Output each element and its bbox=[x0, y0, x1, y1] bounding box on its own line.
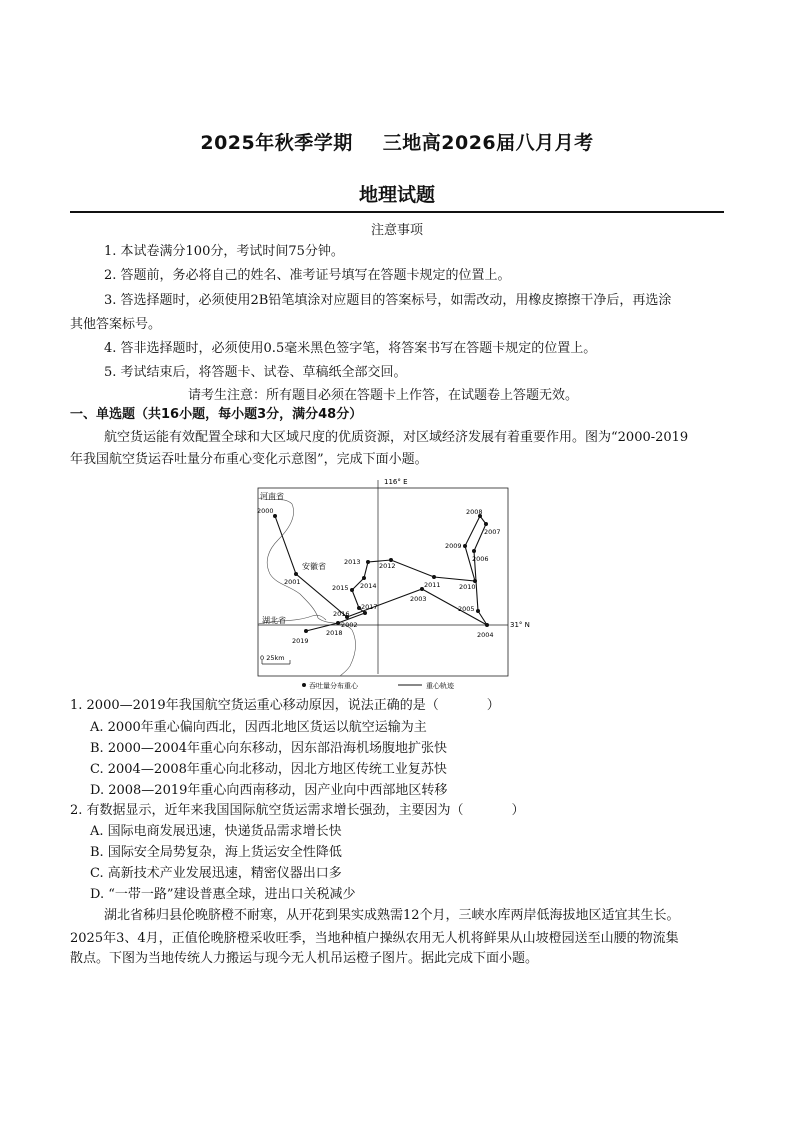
center-point-2004 bbox=[485, 623, 489, 627]
notice-item: 3. 答选择题时，必须使用2B铅笔填涂对应题目的答案标号，如需改动，用橡皮擦擦干净后，再选涂 bbox=[104, 293, 672, 308]
center-point-2011 bbox=[432, 575, 436, 579]
year-label-2004: 2004 bbox=[477, 631, 494, 639]
year-label-2006: 2006 bbox=[472, 555, 489, 563]
answer-option: C. 高新技术产业发展迅速，精密仪器出口多 bbox=[90, 866, 342, 881]
notice-item: 1. 本试卷满分100分，考试时间75分钟。 bbox=[104, 244, 344, 259]
legend-point-label: 吞吐量分布重心 bbox=[309, 682, 358, 690]
year-label-2011: 2011 bbox=[424, 581, 441, 589]
province-label: 河南省 bbox=[260, 492, 284, 501]
exam-title bbox=[70, 128, 724, 155]
title-term: 2025年秋季学期 bbox=[200, 132, 353, 154]
center-point-2000 bbox=[273, 514, 277, 518]
year-label-2003: 2003 bbox=[410, 595, 427, 603]
title-exam: 三地高2026届八月月考 bbox=[382, 132, 594, 154]
legend-line-label: 重心轨迹 bbox=[426, 682, 454, 690]
title-divider bbox=[70, 211, 724, 213]
center-point-2005 bbox=[476, 609, 480, 613]
question-1-stem-end: ） bbox=[486, 698, 500, 713]
year-label-2013: 2013 bbox=[344, 558, 361, 566]
answer-option: B. 国际安全局势复杂，海上货运安全性降低 bbox=[90, 845, 342, 860]
notice-item: 4. 答非选择题时，必须使用0.5毫米黑色签字笔，将答案书写在答题卡规定的位置上。 bbox=[104, 341, 597, 356]
answer-option: D. 2008—2019年重心向西南移动，因产业向中西部地区转移 bbox=[90, 783, 448, 798]
subject-title: 地理试题 bbox=[358, 184, 435, 206]
answer-option: B. 2000—2004年重心向东移动，因东部沿海机场腹地扩张快 bbox=[90, 741, 447, 756]
year-label-2007: 2007 bbox=[484, 528, 501, 536]
center-point-2018 bbox=[336, 621, 340, 625]
center-point-2001 bbox=[294, 572, 298, 576]
center-point-2006 bbox=[472, 549, 476, 553]
notice-item-continued: 其他答案标号。 bbox=[70, 317, 162, 332]
year-label-2015: 2015 bbox=[332, 584, 349, 592]
year-label-2008: 2008 bbox=[466, 508, 483, 516]
province-label: 安徽省 bbox=[302, 562, 326, 571]
answer-option: D. “一带一路”建设普惠全球，进出口关税减少 bbox=[90, 887, 356, 902]
year-label-2012: 2012 bbox=[379, 562, 396, 570]
year-label-2017: 2017 bbox=[361, 603, 378, 611]
year-label-2000: 2000 bbox=[257, 507, 274, 515]
passage-text: 散点。下图为当地传统人力搬运与现今无人机吊运橙子图片。据此完成下面小题。 bbox=[70, 951, 539, 966]
center-trajectory bbox=[275, 516, 487, 631]
passage-text: 湖北省秭归县伦晚脐橙不耐寒，从开花到果实成熟需12个月，三峡水库两岸低海拔地区适宜其生长。 bbox=[104, 908, 680, 923]
center-point-2009 bbox=[463, 544, 467, 548]
answer-option: A. 2000年重心偏向西北，因西北地区货运以航空运输为主 bbox=[90, 720, 427, 735]
year-label-2019: 2019 bbox=[292, 637, 309, 645]
year-label-2014: 2014 bbox=[360, 582, 377, 590]
question-2-stem: 2. 有数据显示，近年来我国国际航空货运需求增长强劲，主要因为（ bbox=[70, 803, 464, 818]
question-stem bbox=[70, 802, 525, 820]
intro-text: 航空货运能有效配置全球和大区域尺度的优质资源，对区域经济发展有着重要作用。图为“2000-2019 bbox=[104, 430, 689, 445]
notice-item: 2. 答题前，务必将自己的姓名、准考证号填写在答题卡规定的位置上。 bbox=[104, 268, 511, 283]
center-point-2014 bbox=[362, 576, 366, 580]
notice-title: 注意事项 bbox=[370, 223, 423, 238]
question-1-stem: 1. 2000—2019年我国航空货运重心移动原因，说法正确的是（ bbox=[70, 698, 439, 713]
notice-item: 5. 考试结束后，将答题卡、试卷、草稿纸全部交回。 bbox=[104, 365, 407, 380]
passage-text: 2025年3、4月，正值伦晚脐橙采收旺季，当地种植户操纵农用无人机将鲜果从山坡橙园送至山腰的物流集 bbox=[70, 931, 679, 946]
year-label-2016: 2016 bbox=[333, 610, 350, 618]
year-label-2010: 2010 bbox=[459, 583, 476, 591]
question-2-stem-end: ） bbox=[511, 803, 525, 818]
meridian-label: 116° E bbox=[384, 478, 408, 486]
year-label-2009: 2009 bbox=[445, 542, 462, 550]
year-label-2001: 2001 bbox=[284, 578, 301, 586]
year-label-2005: 2005 bbox=[458, 605, 475, 613]
center-point-2019 bbox=[304, 629, 308, 633]
scale-label: 0 25km bbox=[260, 654, 285, 662]
center-point-2007 bbox=[484, 522, 488, 526]
reminder-text: 请考生注意：所有题目必须在答题卡上作答，在试题卷上答题无效。 bbox=[188, 388, 579, 403]
province-label: 湖北省 bbox=[262, 616, 286, 625]
question-stem bbox=[70, 697, 500, 715]
year-label-2002: 2002 bbox=[341, 621, 358, 629]
section-heading: 一、单选题（共16小题，每小题3分，满分48分） bbox=[70, 407, 363, 422]
province-boundary bbox=[258, 498, 318, 618]
parallel-label: 31° N bbox=[510, 621, 530, 629]
center-point-2015 bbox=[350, 588, 354, 592]
year-label-2018: 2018 bbox=[326, 629, 343, 637]
cargo-center-map bbox=[256, 474, 530, 692]
answer-option: A. 国际电商发展迅速，快递货品需求增长快 bbox=[90, 824, 342, 839]
center-point-2013 bbox=[366, 560, 370, 564]
legend-point-icon bbox=[302, 683, 306, 687]
center-point-2017 bbox=[363, 611, 367, 615]
answer-option: C. 2004—2008年重心向北移动，因北方地区传统工业复苏快 bbox=[90, 762, 447, 777]
intro-text: 年我国航空货运吞吐量分布重心变化示意图”，完成下面小题。 bbox=[70, 452, 428, 467]
